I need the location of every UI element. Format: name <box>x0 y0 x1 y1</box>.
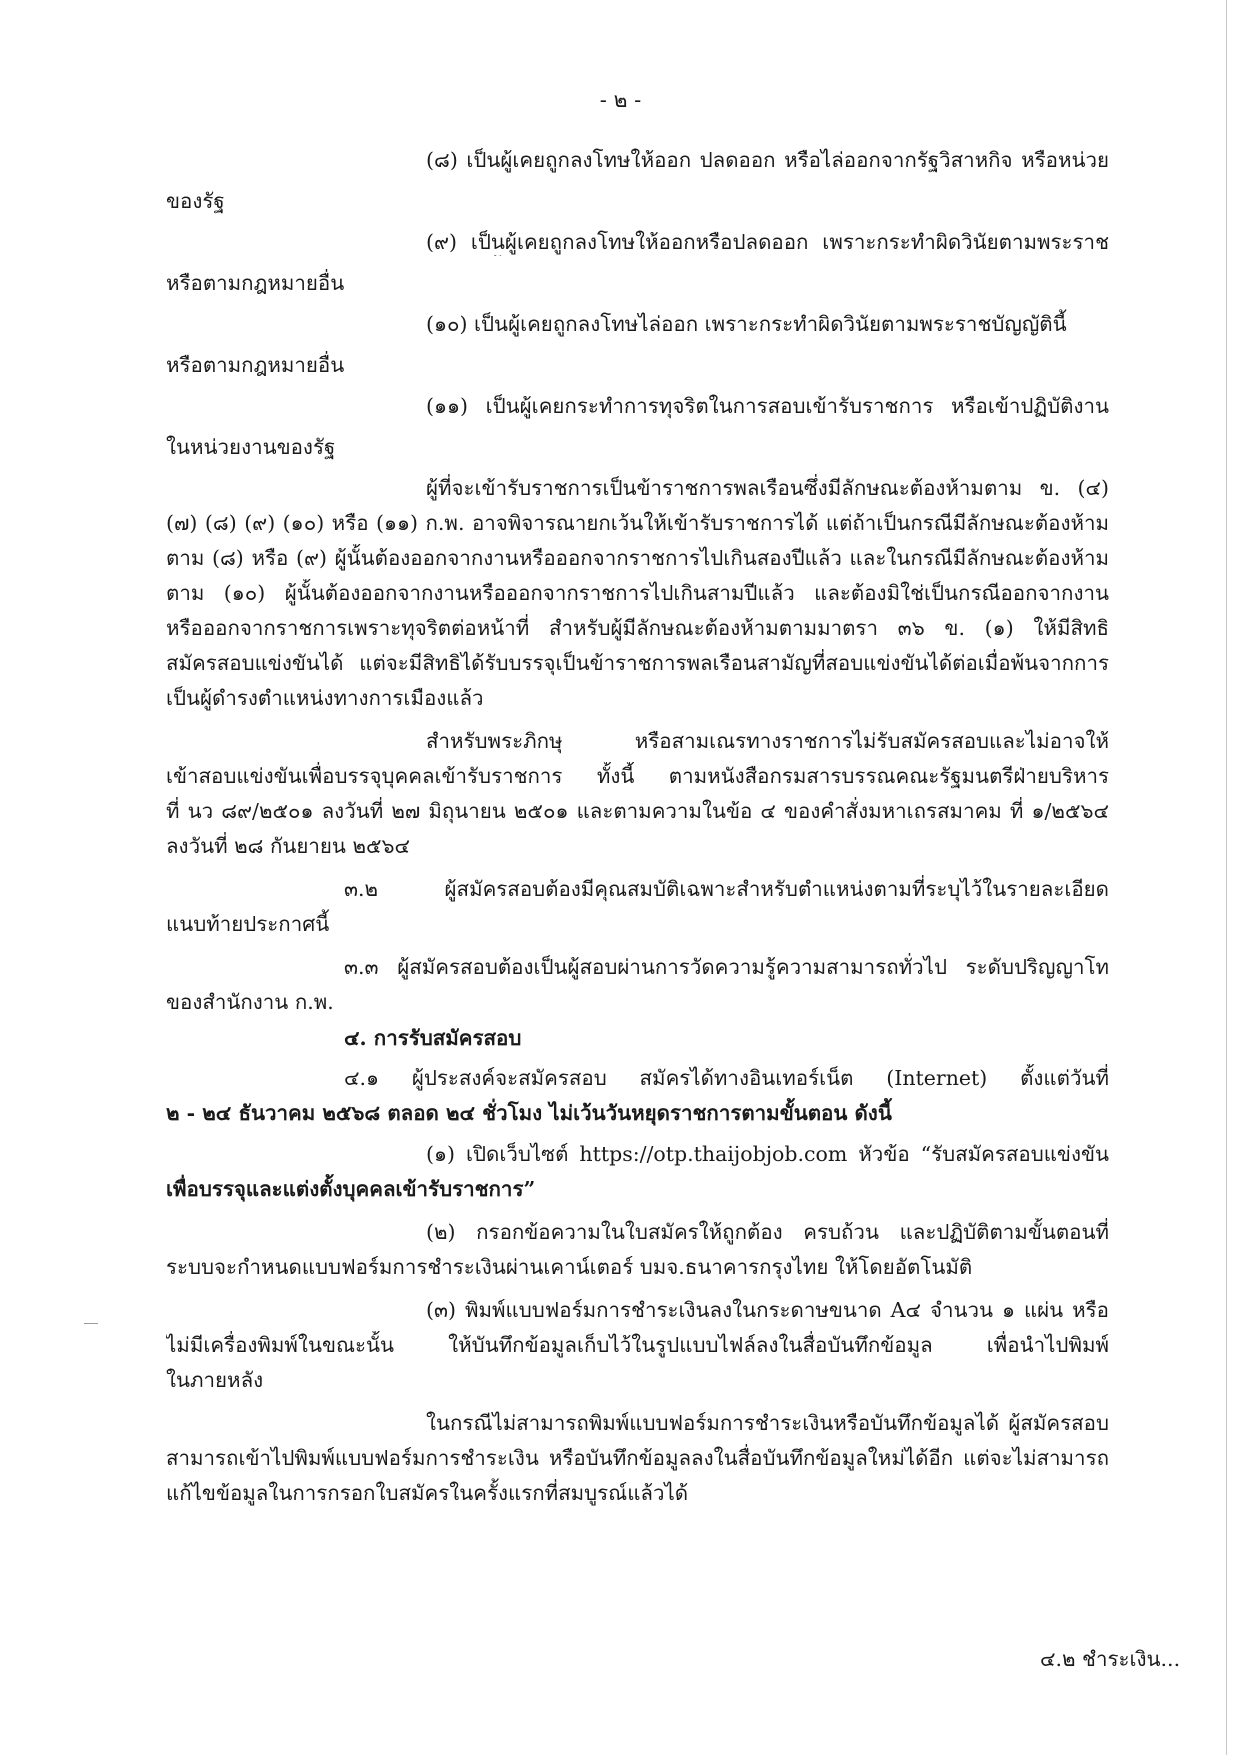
item-11-line-2: ในหน่วยงานของรัฐ <box>166 435 336 459</box>
exemption-para-line-5: หรือออกจากราชการเพราะทุจริตต่อหน้าที่ สำหรับผู้มีลักษณะต้องห้ามตามมาตรา ๓๖ ข. (๑) ให้มีสิทธิ <box>166 616 1109 640</box>
exemption-para-line-4: ตาม (๑๐) ผู้นั้นต้องออกจากงานหรือออกจากราชการไปเกินสามปีแล้ว และต้องมิใช่เป็นกรณีออกจากงาน <box>166 581 1109 605</box>
step-3-line-3: ในภายหลัง <box>166 1368 264 1392</box>
margin-mark <box>84 1323 98 1324</box>
exemption-para-line-3: ตาม (๘) หรือ (๙) ผู้นั้นต้องออกจากงานหรือออกจากราชการไปเกินสองปีแล้ว และในกรณีมีลักษณะต้องห้าม <box>166 546 1109 570</box>
item-8-line-2: ของรัฐ <box>166 189 225 213</box>
step-1-line-2: เพื่อบรรจุและแต่งตั้งบุคคลเข้ารับราชการ” <box>166 1177 536 1201</box>
section-4-heading: ๔. การรับสมัครสอบ <box>344 1026 522 1050</box>
exemption-para-line-2: (๗) (๘) (๙) (๑๐) หรือ (๑๑) ก.พ. อาจพิจารณายกเว้นให้เข้ารับราชการได้ แต่ถ้าเป็นกรณีมีลักษณะต้องห้าม <box>166 511 1109 535</box>
monks-para-line-4: ลงวันที่ ๒๘ กันยายน ๒๕๖๔ <box>166 834 411 858</box>
scan-edge-line <box>1226 0 1227 1755</box>
page-number: - ๒ - <box>599 88 642 112</box>
exemption-para-line-1: ผู้ที่จะเข้ารับราชการเป็นข้าราชการพลเรือนซึ่งมีลักษณะต้องห้ามตาม ข. (๔) <box>426 476 1109 500</box>
item-9-line-1: (๙) เป็นผู้เคยถูกลงโทษให้ออกหรือปลดออก เพราะกระทำผิดวินัยตามพระราช <box>426 230 1109 254</box>
monks-para-line-2: เข้าสอบแข่งขันเพื่อบรรจุบุคคลเข้ารับราชการ ทั้งนี้ ตามหนังสือกรมสารบรรณคณะรัฐมนตรีฝ่ายบริหาร <box>166 764 1109 788</box>
item-3-2-line-2: แนบท้ายประกาศนี้ <box>166 912 330 936</box>
item-3-3-line-2: ของสำนักงาน ก.พ. <box>166 990 334 1014</box>
item-10-line-1: (๑๐) เป็นผู้เคยถูกลงโทษไล่ออก เพราะกระทำผิดวินัยตามพระราชบัญญัตินี้ <box>426 312 1067 336</box>
exemption-para-line-6: สมัครสอบแข่งขันได้ แต่จะมีสิทธิได้รับบรรจุเป็นข้าราชการพลเรือนสามัญที่สอบแข่งขันได้ต่อเมื่อพ้นจากการ <box>166 651 1109 675</box>
monks-para-line-3: ที่ นว ๘๙/๒๕๐๑ ลงวันที่ ๒๗ มิถุนายน ๒๕๐๑ และตามความในข้อ ๔ ของคำสั่งมหาเถรสมาคม ที่ ๑/๒๕๖๔ <box>166 799 1109 823</box>
reprint-para-line-2: สามารถเข้าไปพิมพ์แบบฟอร์มการชำระเงิน หรือบันทึกข้อมูลลงในสื่อบันทึกข้อมูลใหม่ได้อีก แต่จะไม่สามารถ <box>166 1446 1109 1470</box>
item-9-line-2: หรือตามกฎหมายอื่น <box>166 271 345 295</box>
item-8-line-1: (๘) เป็นผู้เคยถูกลงโทษให้ออก ปลดออก หรือไล่ออกจากรัฐวิสาหกิจ หรือหน่วย <box>426 148 1109 172</box>
continuation-marker: ๔.๒ ชำระเงิน... <box>1040 1647 1181 1671</box>
reprint-para-line-3: แก้ไขข้อมูลในการกรอกใบสมัครในครั้งแรกที่สมบูรณ์แล้วได้ <box>166 1481 689 1505</box>
item-4-1-line-2: ๒ - ๒๔ ธันวาคม ๒๕๖๘ ตลอด ๒๔ ชั่วโมง ไม่เว้นวันหยุดราชการตามขั้นตอน ดังนี้ <box>166 1101 892 1125</box>
step-3-line-2: ไม่มีเครื่องพิมพ์ในขณะนั้น ให้บันทึกข้อมูลเก็บไว้ในรูปแบบไฟล์ลงในสื่อบันทึกข้อมูล เพื่อนำไปพิมพ์ <box>166 1333 1109 1357</box>
item-3-2-line-1: ๓.๒ ผู้สมัครสอบต้องมีคุณสมบัติเฉพาะสำหรับตำแหน่งตามที่ระบุไว้ในรายละเอียด <box>344 877 1109 901</box>
monks-para-line-1: สำหรับพระภิกษุ หรือสามเณรทางราชการไม่รับสมัครสอบและไม่อาจให้ <box>426 729 1109 753</box>
item-3-3-line-1: ๓.๓ ผู้สมัครสอบต้องเป็นผู้สอบผ่านการวัดความรู้ความสามารถทั่วไป ระดับปริญญาโท <box>344 955 1109 979</box>
step-2-line-1: (๒) กรอกข้อความในใบสมัครให้ถูกต้อง ครบถ้วน และปฏิบัติตามขั้นตอนที่ <box>426 1220 1109 1244</box>
step-2-line-2: ระบบจะกำหนดแบบฟอร์มการชำระเงินผ่านเคาน์เตอร์ บมจ.ธนาคารกรุงไทย ให้โดยอัตโนมัติ <box>166 1255 973 1279</box>
item-10-line-2: หรือตามกฎหมายอื่น <box>166 353 345 377</box>
reprint-para-line-1: ในกรณีไม่สามารถพิมพ์แบบฟอร์มการชำระเงินหรือบันทึกข้อมูลได้ ผู้สมัครสอบ <box>426 1411 1109 1435</box>
item-11-line-1: (๑๑) เป็นผู้เคยกระทำการทุจริตในการสอบเข้ารับราชการ หรือเข้าปฏิบัติงาน <box>426 394 1109 418</box>
item-4-1-line-1: ๔.๑ ผู้ประสงค์จะสมัครสอบ สมัครได้ทางอินเทอร์เน็ต (Internet) ตั้งแต่วันที่ <box>344 1066 1109 1090</box>
step-3-line-1: (๓) พิมพ์แบบฟอร์มการชำระเงินลงในกระดาษขนาด A๔ จำนวน ๑ แผ่น หรือ <box>426 1298 1109 1322</box>
step-1-line-1: (๑) เปิดเว็บไซต์ https://otp.thaijobjob.com หัวข้อ “รับสมัครสอบแข่งขัน <box>426 1142 1109 1166</box>
exemption-para-line-7: เป็นผู้ดำรงตำแหน่งทางการเมืองแล้ว <box>166 686 484 710</box>
